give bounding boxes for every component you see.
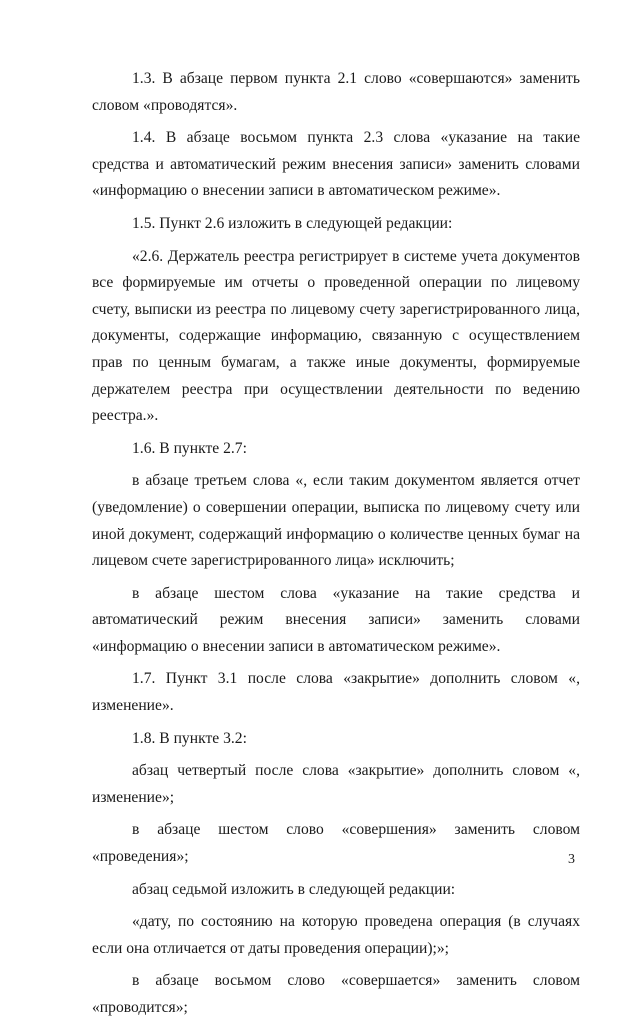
paragraph-3-2-abzac-8: в абзаце восьмом слово «совершается» заменить словом «проводится»; <box>92 972 580 1016</box>
paragraph-2-6-quote: «2.6. Держатель реестра регистрирует в системе учета документов все формируемые им отчеты о проведенной операции по лицевому счету, выписки из реестра по лицевому счету зарегистрированного лица, документы, содержащие информацию, связанную с осуществлением прав по ценным бумагам, а также иные документы, формируемые держателем реестра при осуществлении деятельности по ведению реестра.». <box>92 247 580 425</box>
document-body <box>92 66 580 1022</box>
page-number: 3 <box>568 852 575 867</box>
paragraph-1-3: 1.3. В абзаце первом пункта 2.1 слово «совершаются» заменить словом «проводятся». <box>92 70 580 114</box>
paragraph-2-7-abzac-6: в абзаце шестом слова «указание на такие средства и автоматический режим внесения записи» заменить словами «информацию о внесении записи в автоматическом режиме». <box>92 584 580 655</box>
paragraph-abzac-7-quote: «дату, по состоянию на которую проведена операция (в случаях если она отличается от даты проведения операции);»; <box>92 913 580 957</box>
paragraph-1-8: 1.8. В пункте 3.2: <box>132 729 247 747</box>
paragraph-1-5: 1.5. Пункт 2.6 изложить в следующей редакции: <box>132 214 453 232</box>
paragraph-3-2-abzac-7: абзац седьмой изложить в следующей редакции: <box>132 880 456 898</box>
paragraph-3-2-abzac-4: абзац четвертый после слова «закрытие» дополнить словом «, изменение»; <box>92 762 580 806</box>
paragraph-2-7-abzac-3: в абзаце третьем слова «, если таким документом является отчет (уведомление) о совершении операции, выписка по лицевому счету или иной документ, содержащий информацию о количестве ценных бумаг на лицевом счете зарегистрированного лица» исключить; <box>92 472 580 570</box>
paragraph-1-7: 1.7. Пункт 3.1 после слова «закрытие» дополнить словом «, изменение». <box>92 670 580 715</box>
paragraph-1-6: 1.6. В пункте 2.7: <box>132 439 247 457</box>
paragraph-1-4: 1.4. В абзаце восьмом пункта 2.3 слова «указание на такие средства и автоматический режим внесения записи» заменить словами «информацию о внесении записи в автоматическом режиме». <box>92 129 580 200</box>
paragraph-3-2-abzac-6: в абзаце шестом слово «совершения» заменить словом «проведения»; <box>92 821 580 866</box>
